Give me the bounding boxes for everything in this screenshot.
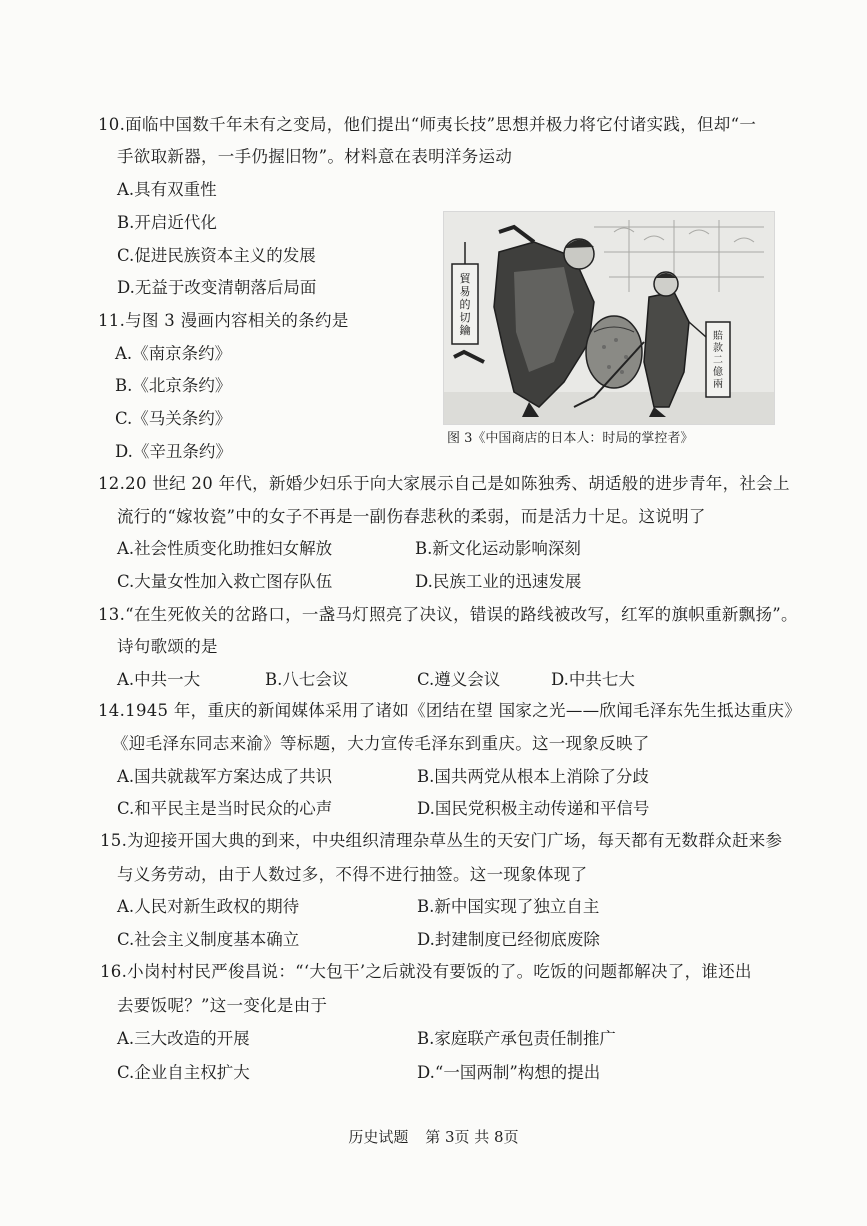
q12-option-a: A.社会性质变化助推妇女解放: [117, 539, 333, 558]
q16-stem-line2: 去要饭呢？”这一变化是由于: [117, 996, 328, 1015]
q15-stem-line1: 15.为迎接开国大典的到来，中央组织清理杂草丛生的天安门广场，每天都有无数群众赶来参: [100, 831, 783, 850]
q16-stem-line1: 16.小岗村村民严俊昌说：“‘大包干’之后就没有要饭的了。吃饭的问题都解决了，谁还出: [100, 962, 752, 981]
q14-option-d: D.国民党积极主动传递和平信号: [417, 799, 650, 818]
q10-option-a: A.具有双重性: [117, 180, 217, 199]
q10-option-c: C.促进民族资本主义的发展: [117, 246, 316, 265]
q12-option-c: C.大量女性加入救亡图存队伍: [117, 572, 333, 591]
q11-option-a: A.《南京条约》: [115, 344, 232, 363]
q14-option-b: B.国共两党从根本上消除了分歧: [417, 767, 649, 786]
footer-subject: 历史试题: [348, 1128, 409, 1146]
q12-option-b: B.新文化运动影响深刻: [415, 539, 581, 558]
q12-option-d: D.民族工业的迅速发展: [415, 572, 582, 591]
q15-option-d: D.封建制度已经彻底废除: [417, 930, 600, 949]
page-footer: [0, 1127, 867, 1147]
q10-stem-line1: 10.面临中国数千年未有之变局，他们提出“师夷长技”思想并极力将它付诸实践，但却“一: [98, 115, 757, 134]
q10-option-d: D.无益于改变清朝落后局面: [117, 278, 317, 297]
q13-option-d: D.中共七大: [551, 670, 635, 689]
figure-3-cartoon: [443, 211, 775, 425]
q16-option-c: C.企业自主权扩大: [117, 1063, 250, 1082]
q16-option-d: D.“一国两制”构想的提出: [417, 1063, 601, 1082]
q13-option-a: A.中共一大: [117, 670, 201, 689]
q13-stem-line1: 13.“在生死攸关的岔路口，一盏马灯照亮了决议，错误的路线被改写，红军的旗帜重新飘扬”。: [98, 605, 798, 624]
q16-option-a: A.三大改造的开展: [117, 1029, 250, 1048]
q15-stem-line2: 与义务劳动，由于人数过多，不得不进行抽签。这一现象体现了: [117, 865, 588, 884]
q10-stem-line2: 手欲取新器，一手仍握旧物”。材料意在表明洋务运动: [117, 147, 513, 166]
right-sign-text: 賠款二億兩: [713, 331, 723, 390]
q13-stem-line2: 诗句歌颂的是: [117, 637, 218, 656]
q16-option-b: B.家庭联产承包责任制推广: [417, 1029, 616, 1048]
q15-option-b: B.新中国实现了独立自主: [417, 897, 600, 916]
q10-option-b: B.开启近代化: [117, 213, 217, 232]
q14-stem-line2: 《迎毛泽东同志来渝》等标题，大力宣传毛泽东到重庆。这一现象反映了: [112, 734, 650, 753]
q11-option-c: C.《马关条约》: [115, 409, 232, 428]
q14-option-c: C.和平民主是当时民众的心声: [117, 799, 333, 818]
q11-option-b: B.《北京条约》: [115, 376, 232, 395]
q14-option-a: A.国共就裁军方案达成了共识: [117, 767, 333, 786]
q11-option-d: D.《辛丑条约》: [115, 442, 232, 461]
q12-stem-line1: 12.20 世纪 20 年代，新婚少妇乐于向大家展示自己是如陈独秀、胡适般的进步青年，社会上: [98, 474, 790, 493]
q11-stem: 11.与图 3 漫画内容相关的条约是: [98, 311, 349, 330]
left-sign-text: 貿易的切鑰: [459, 272, 471, 337]
q15-option-c: C.社会主义制度基本确立: [117, 930, 300, 949]
q14-stem-line1: 14.1945 年，重庆的新闻媒体采用了诸如《团结在望 国家之光——欣闻毛泽东先生抵达重庆》: [98, 701, 802, 720]
figure-3-caption: 图 3《中国商店的日本人：时局的掌控者》: [447, 431, 694, 446]
cartoon-illustration: [444, 212, 774, 424]
footer-page-number: 第 3页 共 8页: [425, 1128, 519, 1146]
q12-stem-line2: 流行的“嫁妆瓷”中的女子不再是一副伤春悲秋的柔弱，而是活力十足。这说明了: [117, 507, 706, 526]
q13-option-c: C.遵义会议: [417, 670, 501, 689]
q13-option-b: B.八七会议: [265, 670, 349, 689]
q15-option-a: A.人民对新生政权的期待: [117, 897, 300, 916]
